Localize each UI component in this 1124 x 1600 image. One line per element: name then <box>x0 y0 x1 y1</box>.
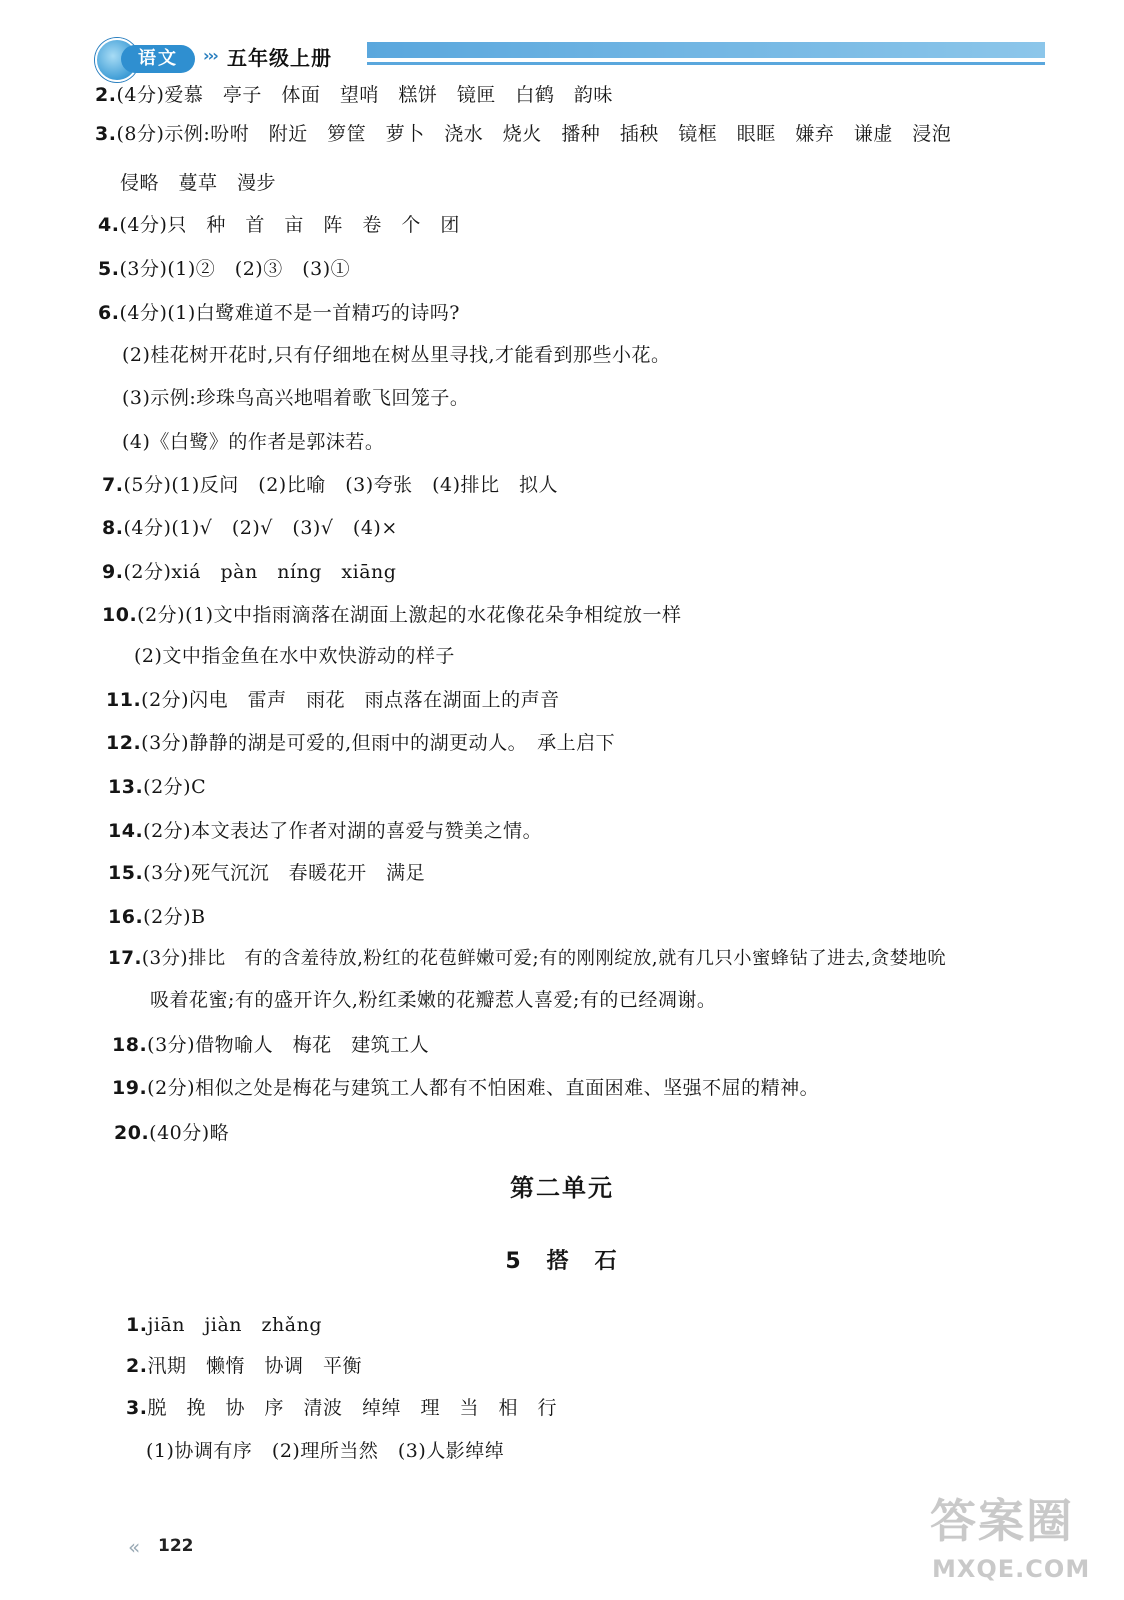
answer-line: 14.(2分)本文表达了作者对湖的喜爱与赞美之情。 <box>108 820 543 842</box>
answer-line: 10.(2分)(1)文中指雨滴落在湖面上激起的水花像花朵争相绽放一样 <box>102 604 682 626</box>
header-rule <box>367 42 1045 58</box>
answer-line: 17.(3分)排比 有的含羞待放,粉红的花苞鲜嫩可爱;有的刚刚绽放,就有几只小蜜蜂钻了进去,贪婪地吮 <box>108 948 947 969</box>
answer-line: 12.(3分)静静的湖是可爱的,但雨中的湖更动人。 承上启下 <box>106 732 616 754</box>
answer-line: 7.(5分)(1)反问 (2)比喻 (3)夸张 (4)排比 拟人 <box>102 474 559 496</box>
unit-title: 第二单元 <box>510 1174 614 1202</box>
answer-line-cont: 侵略 蔓草 漫步 <box>120 172 277 194</box>
watermark-logo-text: 答案圈 <box>930 1494 1074 1548</box>
answer-line-cont: (2)桂花树开花时,只有仔细地在树丛里寻找,才能看到那些小花。 <box>122 344 671 366</box>
answer-line: 4.(4分)只 种 首 亩 阵 卷 个 团 <box>98 214 460 236</box>
chevron-left-icon: « <box>128 1535 137 1559</box>
answer-line-cont: 吸着花蜜;有的盛开许久,粉红柔嫩的花瓣惹人喜爱;有的已经凋谢。 <box>150 989 717 1011</box>
answer-line: 11.(2分)闪电 雷声 雨花 雨点落在湖面上的声音 <box>106 689 560 711</box>
answer-line: 13.(2分)C <box>108 776 207 798</box>
lesson-answer-line: 2.汛期 懒惰 协调 平衡 <box>126 1355 362 1377</box>
grade-label: 五年级上册 <box>227 46 332 70</box>
answer-line: 16.(2分)B <box>108 906 206 928</box>
lesson-answer-line: 3.脱 挽 协 序 清波 绰绰 理 当 相 行 <box>126 1397 557 1419</box>
lesson-answer-line-cont: (1)协调有序 (2)理所当然 (3)人影绰绰 <box>146 1440 505 1462</box>
answer-line: 2.(4分)爱慕 亭子 体面 望哨 糕饼 镜匣 白鹤 韵味 <box>95 84 613 106</box>
answer-line-cont: (3)示例:珍珠鸟高兴地唱着歌飞回笼子。 <box>122 387 470 409</box>
answer-line: 8.(4分)(1)√ (2)√ (3)√ (4)× <box>102 517 398 539</box>
lesson-title: 5 搭 石 <box>505 1249 619 1274</box>
subject-label: 语文 <box>121 45 195 73</box>
watermark-url: MXQE.COM <box>932 1555 1091 1583</box>
chevron-right-icon: ››› <box>203 46 217 65</box>
watermark <box>930 1485 1110 1595</box>
answer-line-cont: (4)《白鹭》的作者是郭沫若。 <box>122 431 385 453</box>
answer-line: 15.(3分)死气沉沉 春暖花开 满足 <box>108 862 426 884</box>
answer-line: 9.(2分)xiá pàn níng xiāng <box>102 561 397 583</box>
answer-line: 18.(3分)借物喻人 梅花 建筑工人 <box>112 1034 430 1056</box>
answer-line: 5.(3分)(1)② (2)③ (3)① <box>98 258 351 280</box>
answer-line: 6.(4分)(1)白鹭难道不是一首精巧的诗吗? <box>98 302 460 324</box>
lesson-answer-line: 1.jiān jiàn zhǎng <box>126 1314 322 1336</box>
page-number: 122 <box>158 1536 194 1556</box>
answer-line: 20.(40分)略 <box>114 1122 230 1144</box>
answer-line-cont: (2)文中指金鱼在水中欢快游动的样子 <box>134 645 455 667</box>
answer-line: 19.(2分)相似之处是梅花与建筑工人都有不怕困难、直面困难、坚强不屈的精神。 <box>112 1077 820 1099</box>
page-header <box>95 36 1055 80</box>
answer-line: 3.(8分)示例:吩咐 附近 箩筐 萝卜 浇水 烧火 播种 插秧 镜框 眼眶 嫌弃 谦虚 浸泡 <box>95 123 952 145</box>
subject-badge <box>95 36 213 80</box>
